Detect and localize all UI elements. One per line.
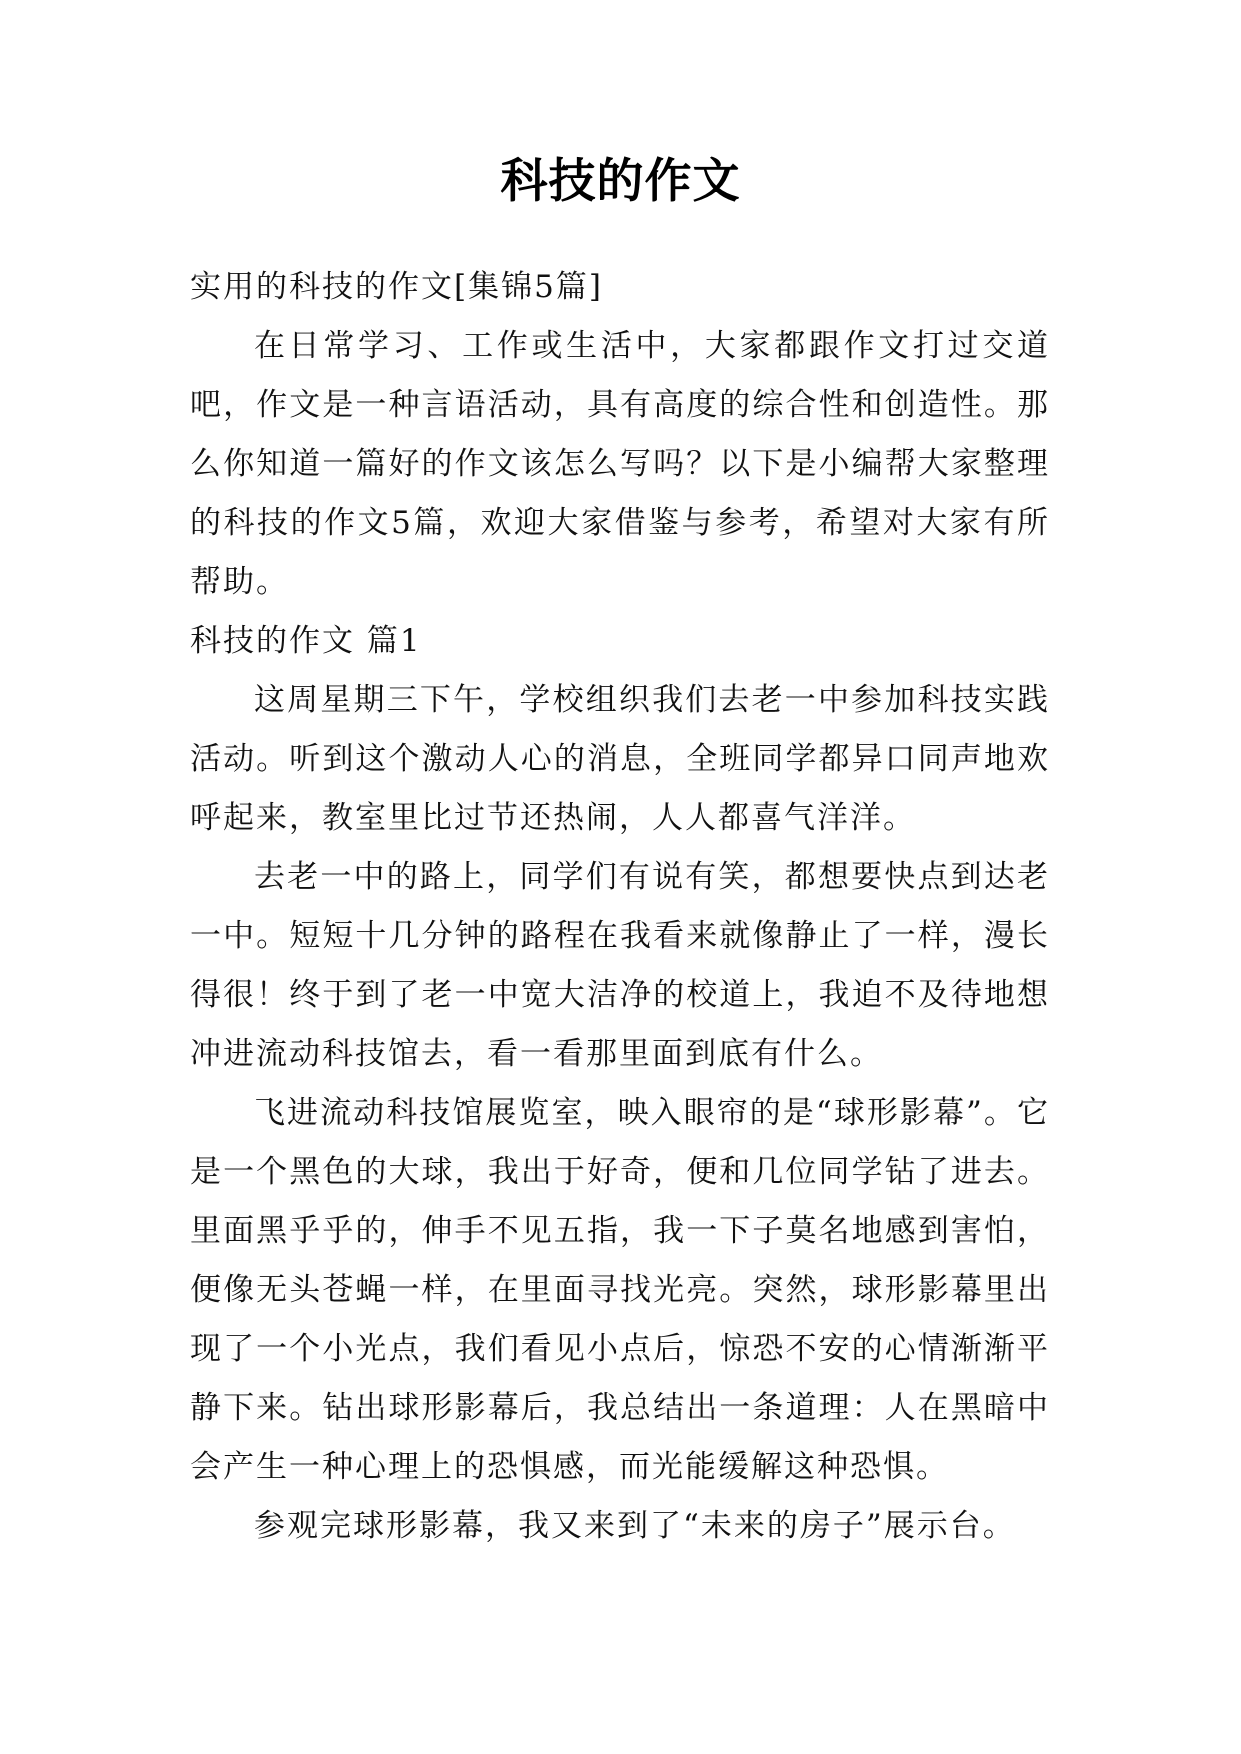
body-paragraph: 这周星期三下午，学校组织我们去老一中参加科技实践活动。听到这个激动人心的消息，全班同学都异口同声地欢呼起来，教室里比过节还热闹，人人都喜气洋洋。 (190, 682, 1050, 836)
section-heading: 科技的作文 篇1 (190, 623, 422, 659)
document-body (190, 258, 1050, 1556)
body-paragraph: 去老一中的路上，同学们有说有笑，都想要快点到达老一中。短短十几分钟的路程在我看来就像静止了一样，漫长得很！终于到了老一中宽大洁净的校道上，我迫不及待地想冲进流动科技馆去，看一看那里面到底有什么。 (190, 859, 1050, 1072)
body-paragraph: 参观完球形影幕，我又来到了“未来的房子”展示台。 (254, 1508, 1016, 1544)
document-subtitle: 实用的科技的作文[集锦5篇] (190, 269, 603, 305)
intro-paragraph: 在日常学习、工作或生活中，大家都跟作文打过交道吧，作文是一种言语活动，具有高度的综合性和创造性。那么你知道一篇好的作文该怎么写吗？以下是小编帮大家整理的科技的作文5篇，欢迎大家借鉴与参考，希望对大家有所帮助。 (190, 328, 1050, 600)
body-paragraph: 飞进流动科技馆展览室，映入眼帘的是“球形影幕”。它是一个黑色的大球，我出于好奇，便和几位同学钻了进去。里面黑乎乎的，伸手不见五指，我一下子莫名地感到害怕，便像无头苍蝇一样，在里面寻找光亮。突然，球形影幕里出现了一个小光点，我们看见小点后，惊恐不安的心情渐渐平静下来。钻出球形影幕后，我总结出一条道理：人在黑暗中会产生一种心理上的恐惧感，而光能缓解这种恐惧。 (190, 1095, 1050, 1485)
document-title: 科技的作文 (500, 154, 741, 209)
